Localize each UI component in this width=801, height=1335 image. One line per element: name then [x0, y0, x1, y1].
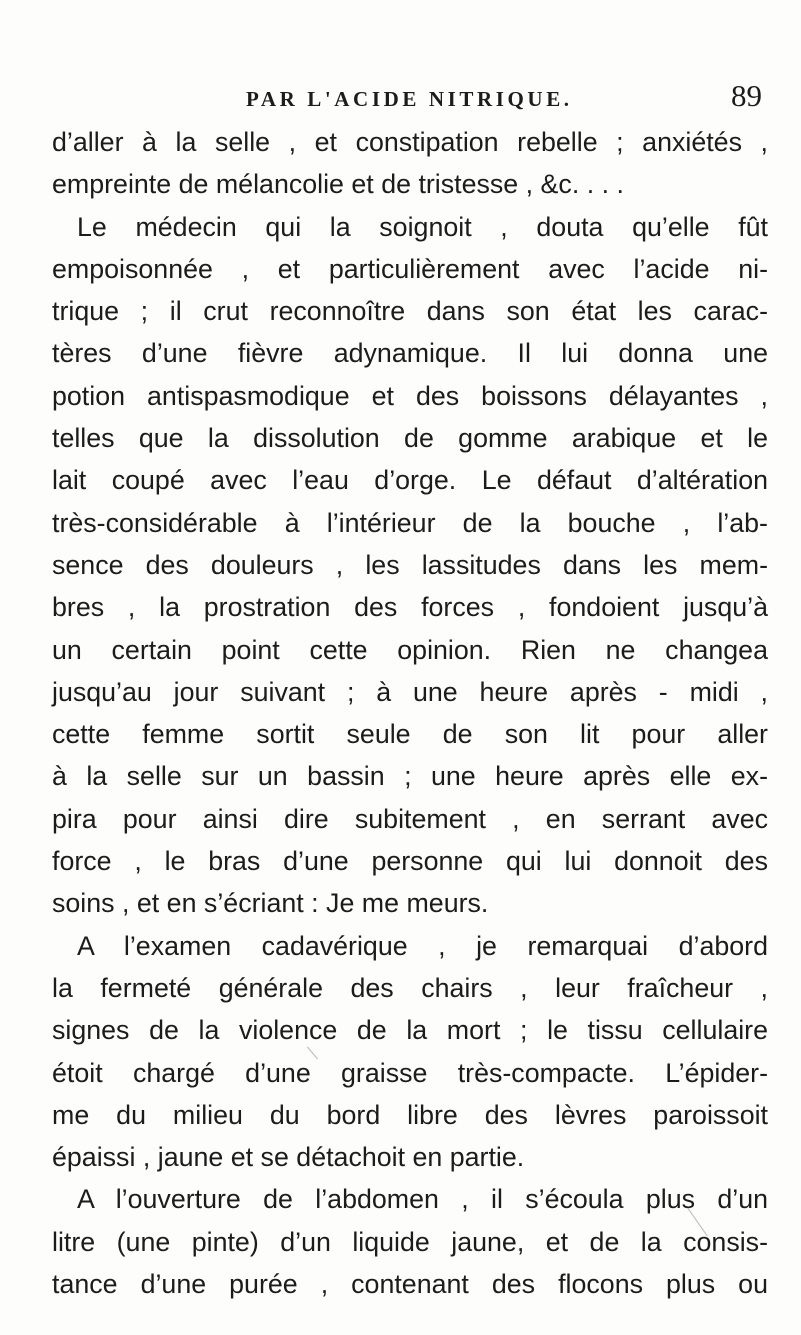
text-line: empreinte de mélancolie et de tristesse , &c. . . .	[52, 169, 624, 200]
text-line: me du milieu du bord libre des lèvres paroissoit	[52, 1099, 768, 1130]
text-line: très-considérable à l’intérieur de la bouche , l’ab-	[52, 507, 768, 538]
text-line: jusqu’au jour suivant ; à une heure après - midi ,	[52, 676, 768, 707]
text-line: telles que la dissolution de gomme arabique et le	[52, 423, 768, 454]
text-line: à la selle sur un bassin ; une heure après elle ex-	[52, 761, 768, 792]
text-line: bres , la prostration des forces , fondoient jusqu’à	[52, 592, 768, 623]
text-line: cette femme sortit seule de son lit pour aller	[52, 719, 768, 750]
body-text	[52, 121, 768, 1305]
text-line: litre (une pinte) d’un liquide jaune, et de la consis-	[52, 1226, 768, 1257]
text-line: Le médecin qui la soignoit , douta qu’elle fût	[77, 211, 768, 242]
text-line: un certain point cette opinion. Rien ne changea	[52, 634, 768, 665]
text-line: la fermeté générale des chairs , leur fraîcheur ,	[52, 972, 768, 1003]
text-line: épaissi , jaune et se détachoit en partie.	[52, 1142, 525, 1173]
running-head	[246, 78, 766, 118]
text-line: pira pour ainsi dire subitement , en serrant avec	[52, 803, 768, 834]
text-line: potion antispasmodique et des boissons délayantes ,	[52, 380, 768, 411]
text-line: d’aller à la selle , et constipation rebelle ; anxiétés ,	[52, 127, 768, 157]
text-line: tance d’une purée , contenant des flocons plus ou	[52, 1269, 768, 1300]
text-line: force , le bras d’une personne qui lui donnoit des	[52, 846, 768, 877]
text-line: tères d’une fièvre adynamique. Il lui donna une	[52, 338, 768, 369]
page-number: 89	[731, 78, 762, 113]
running-title: PAR L'ACIDE NITRIQUE.	[246, 87, 573, 111]
text-line: signes de la violence de la mort ; le tissu cellulaire	[52, 1015, 768, 1046]
text-line: soins , et en s’écriant : Je me meurs.	[52, 888, 489, 919]
text-line: lait coupé avec l’eau d’orge. Le défaut d’altération	[52, 465, 768, 496]
text-line: étoit chargé d’une graisse très-compacte. L’épider-	[52, 1057, 768, 1088]
text-line: A l’ouverture de l’abdomen , il s’écoula plus d’un	[77, 1184, 768, 1215]
text-line: sence des douleurs , les lassitudes dans les mem-	[52, 549, 768, 580]
text-line: trique ; il crut reconnoître dans son état les carac-	[52, 296, 768, 327]
text-line: A l’examen cadavérique , je remarquai d’abord	[77, 930, 768, 961]
text-line: empoisonnée , et particulièrement avec l’acide ni-	[52, 253, 768, 284]
